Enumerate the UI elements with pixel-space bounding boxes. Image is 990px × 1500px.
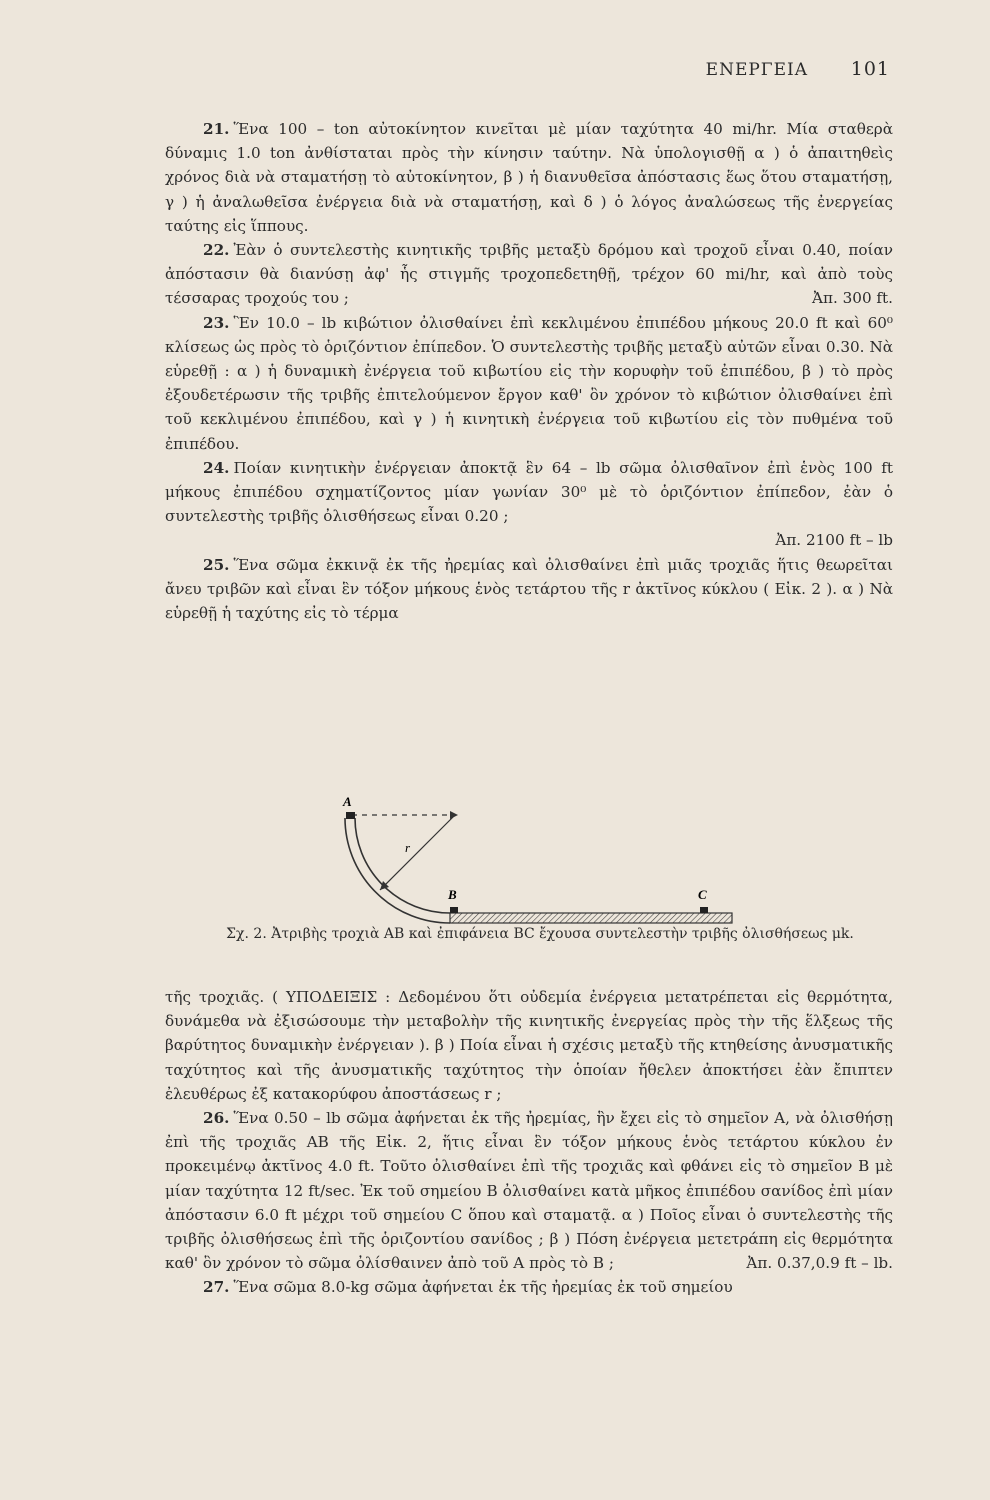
problem-text: Ἕνα 100 – ton αὐτοκίνητον κινεῖται μὲ μίαν ταχύτητα 40 mi/hr. Μία σταθερὰ δύναμις 1.0 ton ἀνθίσταται πρὸς τὴν κίνησιν ταύτην. Νὰ ὑπολογισθῇ α ) ὁ ἀπαιτηθεὶς χρόνος διὰ νὰ σταματήσῃ τὸ αὐτοκίνητον, β ) ἡ διανυθεῖσα ἀπόστασις ἕως ὅτου σταματήσῃ, γ ) ἡ ἀναλωθεῖσα ἐνέργεια διὰ νὰ σταματήσῃ, καὶ δ ) ὁ λόγος ἀναλώσεως τῆς ἐνεργείας ταύτης εἰς ἵππους.	[165, 120, 893, 235]
problem-number: 23.	[203, 313, 230, 332]
problem-23	[165, 311, 893, 456]
label-a: A	[343, 794, 352, 809]
problem-27	[165, 1275, 893, 1299]
block-c	[700, 907, 708, 913]
problem-number: 26.	[203, 1109, 230, 1128]
problem-number: 25.	[203, 555, 230, 574]
answer: Ἀπ. 0.37,0.9 ft – lb.	[746, 1254, 893, 1273]
label-c: C	[698, 887, 707, 902]
problem-26	[165, 1106, 893, 1275]
problem-number: 22.	[203, 241, 230, 260]
figure-caption: Σχ. 2. Ἀτριβὴς τροχιὰ AB καὶ ἐπιφάνεια BC ἔχουσα συντελεστὴν τριβῆς ὀλισθήσεως μk.	[226, 926, 854, 942]
label-r: r	[405, 840, 411, 855]
problems-upper	[165, 117, 893, 625]
problem-text: Ἕνα σῶμα 8.0-kg σῶμα ἀφήνεται ἐκ τῆς ἠρεμίας ἐκ τοῦ σημείου	[233, 1278, 733, 1297]
answer: Ἀπ. 2100 ft – lb	[775, 531, 893, 550]
radius-line	[380, 815, 455, 890]
problem-25	[165, 553, 893, 626]
problem-24	[165, 456, 893, 553]
problem-number: 27.	[203, 1278, 230, 1297]
answer: Ἀπ. 300 ft.	[812, 289, 893, 308]
problem-22	[165, 238, 893, 311]
running-title: ΕΝΕΡΓΕΙΑ	[705, 60, 808, 80]
horizontal-board	[450, 913, 732, 923]
problem-text: Ἕνα 0.50 – lb σῶμα ἀφήνεται ἐκ τῆς ἠρεμίας, ἣν ἔχει εἰς τὸ σημεῖον A, νὰ ὀλισθήσῃ ἐπὶ τῆς τροχιᾶς AB τῆς Εἰκ. 2, ἥτις εἶναι ἓν τόξον μήκους ἑνὸς τετάρτου κύκλου ἐν προκειμένῳ ἀκτῖνος 4.0 ft. Τοῦτο ὀλισθαίνει ἐπὶ τῆς τροχιᾶς καὶ φθάνει εἰς τὸ σημεῖον B μὲ μίαν ταχύτητα 12 ft/sec. Ἐκ τοῦ σημείου B ὀλισθαίνει κατὰ μῆκος ἐπιπέδου σανίδος ἐπὶ μίαν ἀπόστασιν 6.0 ft μέχρι τοῦ σημείου C ὅπου καὶ σταματᾷ. α ) Ποῖος εἶναι ὁ συντελεστὴς τῆς τριβῆς ὀλισθήσεως ἐπὶ τῆς ὁριζοντίου σανίδος ; β ) Πόση ἐνέργεια μετετράπη εἰς θερμότητα καθ' ὃν χρόνον τὸ σῶμα ὀλίσθαινεν ἀπὸ τοῦ A πρὸς τὸ B ;	[165, 1109, 893, 1273]
problem-text: Ἐὰν ὁ συντελεστὴς κινητικῆς τριβῆς μεταξὺ δρόμου καὶ τροχοῦ εἶναι 0.40, ποίαν ἀπόστασιν θὰ διανύσῃ ἀφ' ἧς στιγμῆς τροχοπεδετηθῇ, τρέχον 60 mi/hr, καὶ ἀπὸ τοὺς τέσσαρας τροχούς του ;	[165, 241, 893, 308]
problem-number: 21.	[203, 120, 230, 138]
problem-text: Ἓν 10.0 – lb κιβώτιον ὀλισθαίνει ἐπὶ κεκλιμένου ἐπιπέδου μήκους 20.0 ft καὶ 60⁰ κλίσεως ὡς πρὸς τὸ ὁριζόντιον ἐπίπεδον. Ὁ συντελεστὴς τριβῆς μεταξὺ αὐτῶν εἶναι 0.30. Νὰ εὑρεθῇ : α ) ἡ δυναμικὴ ἐνέργεια τοῦ κιβωτίου εἰς τὴν κορυφὴν τοῦ ἐπιπέδου, β ) τὸ πρὸς ἐξουδετέρωσιν τῆς τριβῆς ἐπιτελούμενον ἔργον καθ' ὃν χρόνον τὸ κιβώτιον ὀλισθαίνει ἐπὶ τοῦ κεκλιμένου ἐπιπέδου, καὶ γ ) ἡ κινητικὴ ἐνέργεια τοῦ κιβωτίου εἰς τὸν πυθμένα τοῦ ἐπιπέδου.	[165, 313, 893, 453]
problem-21	[165, 117, 893, 238]
curved-track-inner	[355, 818, 450, 913]
block-a	[346, 812, 355, 819]
problem-number: 24.	[203, 458, 230, 477]
curved-track-outer	[345, 818, 450, 923]
dashed-arrowhead	[450, 811, 458, 819]
problem-text: Ποίαν κινητικὴν ἐνέργειαν ἀποκτᾷ ἓν 64 – lb σῶμα ὀλισθαῖνον ἐπὶ ἑνὸς 100 ft μήκους ἐπιπέδου σχηματίζοντος μίαν γωνίαν 30⁰ μὲ τὸ ὁριζόντιον ἐπίπεδον, ἐὰν ὁ συντελεστὴς τριβῆς ὀλισθήσεως εἶναι 0.20 ;	[165, 458, 893, 526]
problems-lower	[165, 985, 893, 1300]
block-b	[450, 907, 458, 913]
page-header	[165, 58, 890, 84]
page-number: 101	[850, 58, 890, 80]
figure-track-diagram	[200, 760, 800, 990]
problem-text: Ἕνα σῶμα ἐκκινᾷ ἐκ τῆς ἠρεμίας καὶ ὀλισθαίνει ἐπὶ μιᾶς τροχιᾶς ἥτις θεωρεῖται ἄνευ τριβῶν καὶ εἶναι ἓν τόξον μήκους ἑνὸς τετάρτου τῆς r ἀκτῖνος κύκλου ( Εἰκ. 2 ). α ) Νὰ εὑρεθῇ ἡ ταχύτης εἰς τὸ τέρμα	[165, 555, 893, 623]
label-b: B	[448, 887, 457, 902]
problem-25-continuation: τῆς τροχιᾶς. ( ΥΠΟΔΕΙΞΙΣ : Δεδομένου ὅτι οὐδεμία ἐνέργεια μετατρέπεται εἰς θερμότητα, δυνάμεθα νὰ ἐξισώσουμε τὴν μεταβολὴν τῆς κινητικῆς ἐνεργείας πρὸς τὴν τῆς ἕλξεως τῆς βαρύτητος δυναμικὴν ἐνέργειαν ). β ) Ποία εἶναι ἡ σχέσις μεταξὺ τῆς κτηθείσης ἀνυσματικῆς ταχύτητος καὶ τῆς ἀνυσματικῆς ταχύτητος τὴν ὁποίαν ἤθελεν ἀποκτήσει ἐὰν ἔπιπτεν ἐλευθέρως ἐξ κατακορύφου ἀποστάσεως r ;	[165, 988, 893, 1103]
